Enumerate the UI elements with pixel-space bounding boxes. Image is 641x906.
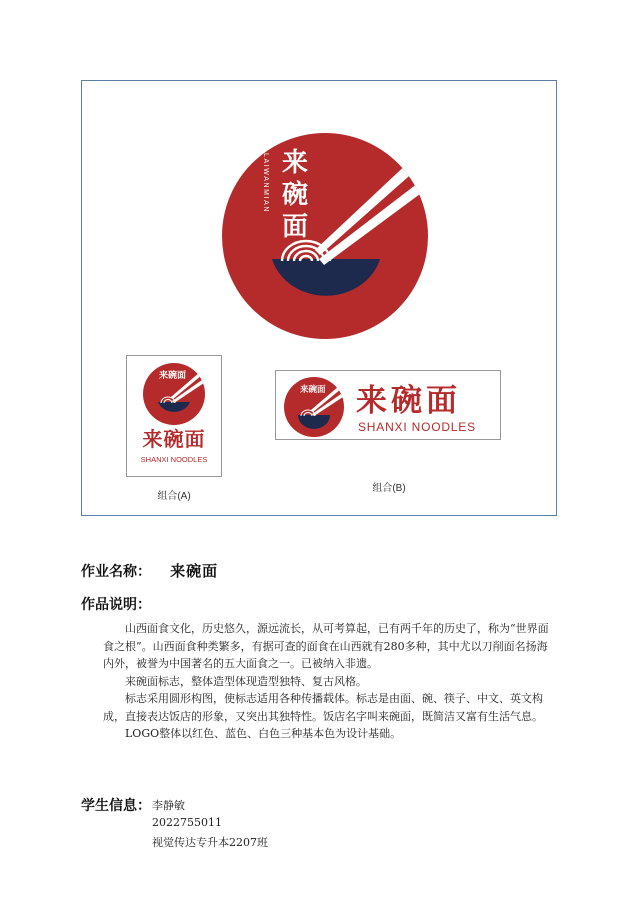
combo-a-brand-cn: 来碗面 <box>142 427 206 451</box>
main-logo <box>220 131 430 341</box>
work-description <box>103 620 553 743</box>
student-name: 李静敏 <box>152 799 185 812</box>
main-logo-brand-text <box>282 148 308 242</box>
student-class: 视觉传达专升本2207班 <box>152 836 268 849</box>
combo-b-caption: 组合(B) <box>372 483 406 494</box>
combo-a-logo <box>127 356 221 476</box>
desc-paragraph: 山西面食文化，历史悠久，源远流长，从可考算起，已有两千年的历史了，称为“世界面食之根”。山西面食种类繁多，有据可查的面食在山西就有280多种，其中尤以刀削面名扬海内外，被誉为中国著名的五大面食之一。已被纳入非遗。 <box>103 622 549 670</box>
combo-a-brand-en: SHANXI NOODLES <box>140 455 208 464</box>
main-logo-char: 来 <box>282 148 309 178</box>
student-info-label: 学生信息： <box>81 798 151 814</box>
combo-b-brand-cn: 来碗面 <box>356 383 461 419</box>
student-id: 2022755011 <box>152 816 222 829</box>
work-name-label: 作业名称： <box>81 564 151 580</box>
main-logo-char: 面 <box>282 212 309 242</box>
desc-paragraph: 来碗面标志，整体造型体现造型独特、复古风格。 <box>125 674 367 688</box>
logo-showcase-frame <box>81 80 557 516</box>
combo-b-box <box>275 370 501 440</box>
main-logo-pinyin: LAIWANMIAN <box>262 153 269 214</box>
main-logo-char: 碗 <box>282 180 309 210</box>
combo-b-logo <box>276 371 500 439</box>
combo-a-caption: 组合(A) <box>157 491 191 502</box>
work-name-row <box>81 560 218 581</box>
combo-b-brand-en: SHANXI NOODLES <box>358 420 476 434</box>
logo-red-circle <box>222 133 428 339</box>
combo-a-mini-brand: 来碗面 <box>159 371 187 381</box>
work-desc-label: 作品说明： <box>81 597 151 613</box>
combo-a-box <box>126 355 222 477</box>
desc-paragraph: 标志采用圆形构图，使标志适用各种传播载体。标志是由面、碗、筷子、中文、英文构成，直接表达饭店的形象，又突出其独特性。饭店名字叫来碗面，既简洁又富有生活气息。 <box>103 692 543 723</box>
work-name-value: 来碗面 <box>170 562 219 580</box>
desc-paragraph: LOGO整体以红色、蓝色、白色三种基本色为设计基础。 <box>125 727 402 740</box>
combo-b-mini-brand: 来碗面 <box>300 385 326 395</box>
